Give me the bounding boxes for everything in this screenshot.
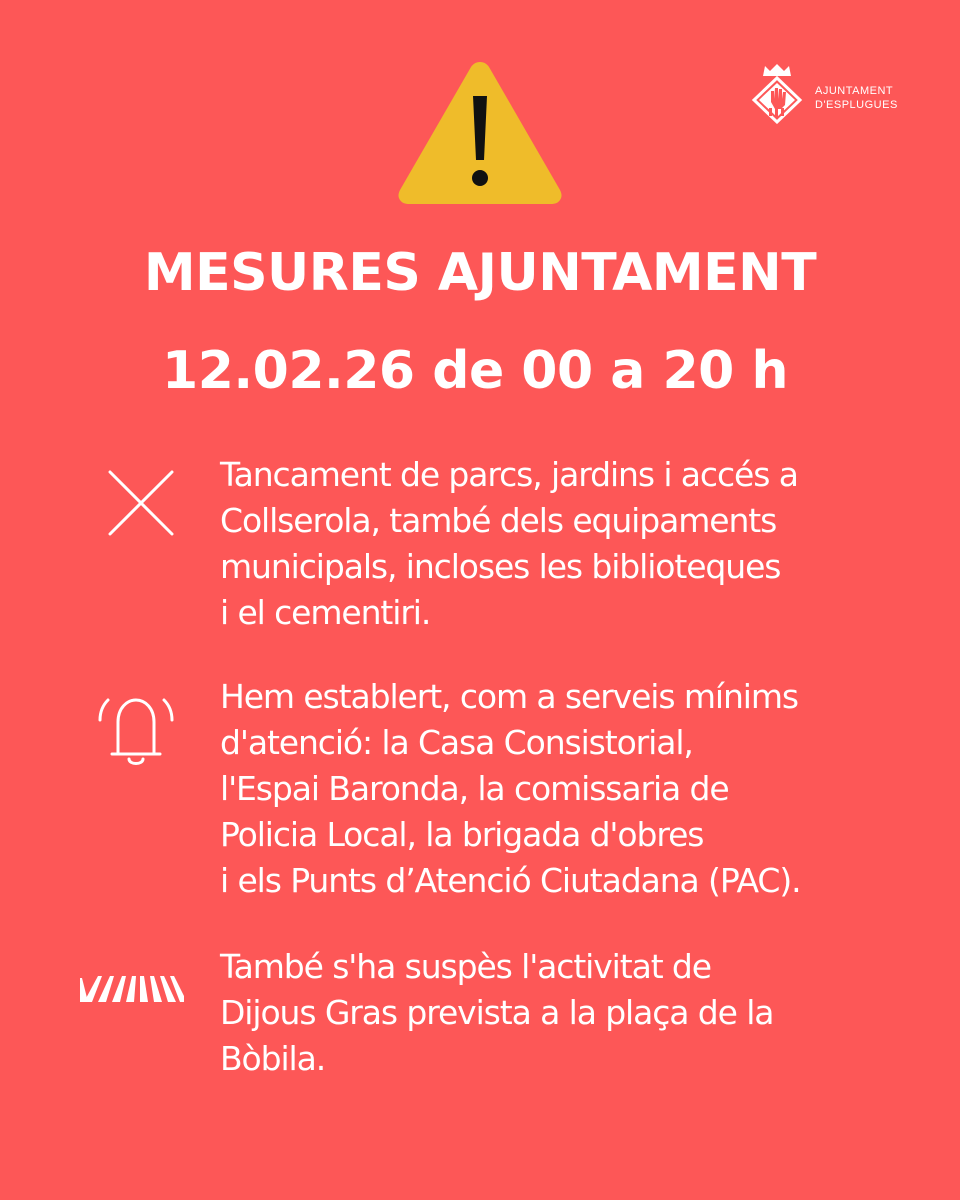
measure-line: També s'ha suspès l'activitat de	[220, 947, 711, 986]
city-council-logo	[748, 62, 908, 124]
measure-text	[220, 452, 920, 636]
date-range: 12.02.26 de 00 a 20 h	[162, 341, 788, 401]
measure-line: Tancament de parcs, jardins i accés a	[220, 455, 798, 494]
close-x-icon	[80, 466, 184, 566]
warning-icon	[394, 56, 566, 206]
measure-line: Bòbila.	[220, 1039, 326, 1078]
coat-of-arms-icon	[748, 62, 806, 124]
bell-icon	[80, 680, 184, 780]
measure-line: Collserola, també dels equipaments	[220, 501, 777, 540]
measure-line: municipals, incloses les biblioteques	[220, 547, 781, 586]
crosswalk-icon	[80, 962, 184, 1062]
measure-text	[220, 944, 920, 1082]
measure-line: Dijous Gras prevista a la plaça de la	[220, 993, 774, 1032]
measure-text	[220, 674, 920, 904]
logo-line-2: D'ESPLUGUES	[815, 99, 898, 111]
measure-line: i els Punts d’Atenció Ciutadana (PAC).	[220, 861, 801, 900]
measure-line: d'atenció: la Casa Consistorial,	[220, 723, 693, 762]
measure-line: Hem establert, com a serveis mínims	[220, 677, 798, 716]
measure-line: i el cementiri.	[220, 593, 431, 632]
logo-line-1: AJUNTAMENT	[815, 85, 894, 97]
page-title: MESURES AJUNTAMENT	[143, 243, 817, 303]
measure-line: Policia Local, la brigada d'obres	[220, 815, 704, 854]
logo-text	[815, 84, 898, 112]
measure-line: l'Espai Baronda, la comissaria de	[220, 769, 729, 808]
